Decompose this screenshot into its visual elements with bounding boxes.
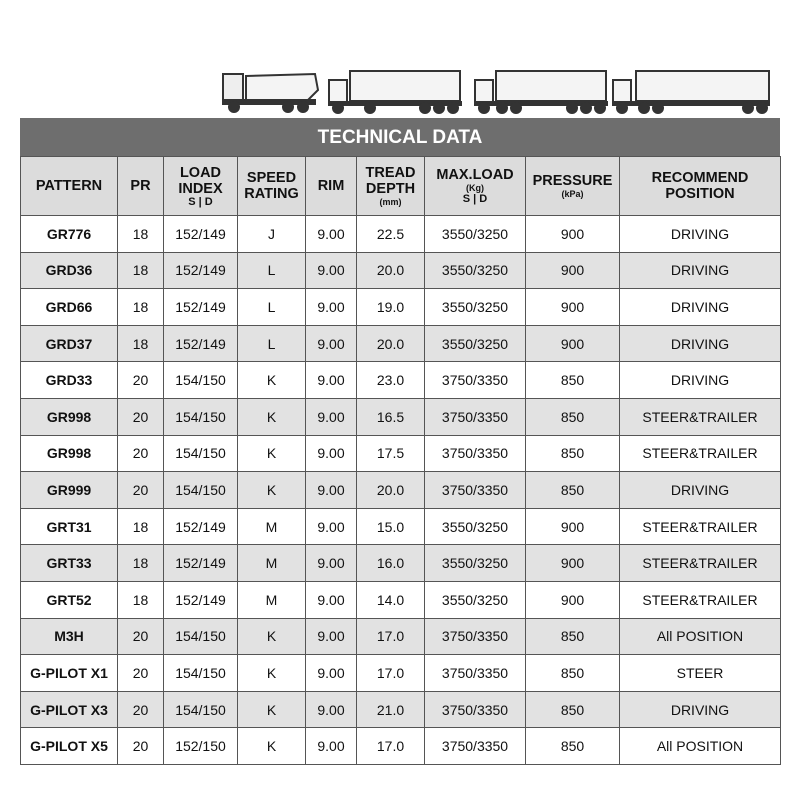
cell-pattern: GRD66 [21,289,118,326]
cell-speed-rating: K [238,655,306,692]
cell-pressure: 850 [526,398,620,435]
cell-tread-depth: 23.0 [357,362,425,399]
table-row [21,252,781,289]
cell-pattern: GR998 [21,398,118,435]
cell-position: STEER&TRAILER [620,398,781,435]
cell-pattern: M3H [21,618,118,655]
cell-pr: 18 [118,545,164,582]
cell-position: STEER&TRAILER [620,435,781,472]
cell-position: All POSITION [620,618,781,655]
cell-tread-depth: 20.0 [357,472,425,509]
cell-max-load: 3750/3350 [425,655,526,692]
cell-pattern: GRD37 [21,325,118,362]
cell-speed-rating: K [238,691,306,728]
cell-rim: 9.00 [306,398,357,435]
cell-speed-rating: K [238,618,306,655]
cell-pattern: G-PILOT X5 [21,728,118,765]
truck-illustrations [220,68,775,116]
cell-position: DRIVING [620,691,781,728]
cell-speed-rating: K [238,362,306,399]
cell-pressure: 900 [526,252,620,289]
cell-position: DRIVING [620,289,781,326]
cell-tread-depth: 17.5 [357,435,425,472]
truck-trailer-icon [475,71,607,105]
cell-pr: 18 [118,216,164,253]
cell-tread-depth: 14.0 [357,581,425,618]
cell-tread-depth: 17.0 [357,618,425,655]
cell-load-index: 154/150 [164,655,238,692]
cell-pattern: GRD33 [21,362,118,399]
cell-position: DRIVING [620,472,781,509]
cell-max-load: 3550/3250 [425,325,526,362]
cell-max-load: 3750/3350 [425,472,526,509]
cell-pattern: GRD36 [21,252,118,289]
cell-tread-depth: 19.0 [357,289,425,326]
table-row [21,581,781,618]
header-tread-depth: TREAD DEPTH (mm) [357,157,425,216]
cell-max-load: 3750/3350 [425,362,526,399]
cell-speed-rating: K [238,728,306,765]
cell-pattern: GRT52 [21,581,118,618]
table-row [21,728,781,765]
cell-rim: 9.00 [306,691,357,728]
header-max-load: MAX.LOAD (Kg) S | D [425,157,526,216]
table-row [21,325,781,362]
cell-pressure: 850 [526,472,620,509]
cell-tread-depth: 16.0 [357,545,425,582]
cell-load-index: 152/149 [164,289,238,326]
cell-speed-rating: L [238,325,306,362]
cell-speed-rating: L [238,289,306,326]
cell-rim: 9.00 [306,435,357,472]
cell-pressure: 900 [526,289,620,326]
cell-pr: 20 [118,435,164,472]
header-pattern: PATTERN [21,157,118,216]
cell-load-index: 152/149 [164,581,238,618]
table-title: TECHNICAL DATA [20,118,780,156]
cell-pattern: G-PILOT X3 [21,691,118,728]
cell-speed-rating: K [238,472,306,509]
cell-pr: 20 [118,398,164,435]
cell-pressure: 850 [526,728,620,765]
cell-position: STEER&TRAILER [620,508,781,545]
table-row [21,289,781,326]
cell-tread-depth: 22.5 [357,216,425,253]
cell-pressure: 850 [526,691,620,728]
table-row [21,216,781,253]
cell-max-load: 3750/3350 [425,435,526,472]
cell-rim: 9.00 [306,252,357,289]
cell-max-load: 3550/3250 [425,289,526,326]
cell-pressure: 850 [526,618,620,655]
header-row [21,157,781,216]
semi-truck-icon [613,71,769,105]
cell-pr: 18 [118,325,164,362]
cell-rim: 9.00 [306,362,357,399]
cell-pattern: GR998 [21,435,118,472]
table-row [21,362,781,399]
cell-tread-depth: 16.5 [357,398,425,435]
cell-max-load: 3750/3350 [425,728,526,765]
cell-position: DRIVING [620,252,781,289]
cell-speed-rating: K [238,435,306,472]
cell-load-index: 152/149 [164,508,238,545]
cell-pr: 18 [118,508,164,545]
header-rim: RIM [306,157,357,216]
cell-pressure: 850 [526,435,620,472]
cell-max-load: 3750/3350 [425,398,526,435]
table-row [21,545,781,582]
cell-rim: 9.00 [306,618,357,655]
cell-rim: 9.00 [306,325,357,362]
cell-rim: 9.00 [306,472,357,509]
cell-rim: 9.00 [306,545,357,582]
cell-load-index: 154/150 [164,691,238,728]
table-row [21,691,781,728]
cell-pattern: GRT33 [21,545,118,582]
cell-speed-rating: J [238,216,306,253]
cell-pressure: 900 [526,325,620,362]
cell-pattern: GR776 [21,216,118,253]
cell-pr: 20 [118,728,164,765]
cell-load-index: 154/150 [164,618,238,655]
table-row [21,618,781,655]
technical-data-table [20,156,781,765]
cell-rim: 9.00 [306,289,357,326]
cell-pr: 20 [118,472,164,509]
cell-pr: 20 [118,655,164,692]
cell-max-load: 3550/3250 [425,252,526,289]
cell-pr: 20 [118,691,164,728]
cell-load-index: 152/149 [164,325,238,362]
header-pressure: PRESSURE (kPa) [526,157,620,216]
cell-pr: 18 [118,252,164,289]
cell-speed-rating: M [238,581,306,618]
cell-pressure: 850 [526,362,620,399]
cell-tread-depth: 17.0 [357,728,425,765]
cell-pr: 18 [118,581,164,618]
cell-rim: 9.00 [306,581,357,618]
table-row [21,398,781,435]
cell-load-index: 152/149 [164,252,238,289]
cell-pr: 20 [118,362,164,399]
cell-tread-depth: 21.0 [357,691,425,728]
cell-load-index: 154/150 [164,362,238,399]
header-speed-rating: SPEED RATING [238,157,306,216]
cell-position: STEER&TRAILER [620,545,781,582]
cell-pattern: GR999 [21,472,118,509]
cell-max-load: 3750/3350 [425,618,526,655]
table-row [21,508,781,545]
cell-load-index: 154/150 [164,435,238,472]
table-row [21,655,781,692]
cell-rim: 9.00 [306,216,357,253]
cell-position: STEER&TRAILER [620,581,781,618]
dump-truck-icon [223,74,318,104]
table-row [21,435,781,472]
cell-pattern: G-PILOT X1 [21,655,118,692]
header-pr: PR [118,157,164,216]
header-load-index: LOAD INDEX S | D [164,157,238,216]
cell-max-load: 3550/3250 [425,216,526,253]
cell-speed-rating: M [238,508,306,545]
cell-position: STEER [620,655,781,692]
cell-pressure: 900 [526,581,620,618]
cell-tread-depth: 20.0 [357,252,425,289]
cell-load-index: 154/150 [164,398,238,435]
cell-tread-depth: 20.0 [357,325,425,362]
cell-max-load: 3550/3250 [425,508,526,545]
header-position: RECOMMEND POSITION [620,157,781,216]
truck-trailer-icon [329,71,461,105]
cell-tread-depth: 17.0 [357,655,425,692]
cell-max-load: 3750/3350 [425,691,526,728]
cell-pressure: 900 [526,216,620,253]
cell-max-load: 3550/3250 [425,545,526,582]
cell-load-index: 152/149 [164,545,238,582]
cell-tread-depth: 15.0 [357,508,425,545]
table-row [21,472,781,509]
cell-position: DRIVING [620,362,781,399]
cell-speed-rating: M [238,545,306,582]
cell-pattern: GRT31 [21,508,118,545]
cell-speed-rating: K [238,398,306,435]
cell-rim: 9.00 [306,655,357,692]
cell-load-index: 152/150 [164,728,238,765]
cell-pressure: 900 [526,545,620,582]
cell-load-index: 152/149 [164,216,238,253]
cell-speed-rating: L [238,252,306,289]
cell-position: All POSITION [620,728,781,765]
cell-pressure: 850 [526,655,620,692]
cell-rim: 9.00 [306,508,357,545]
cell-load-index: 154/150 [164,472,238,509]
cell-max-load: 3550/3250 [425,581,526,618]
cell-pr: 20 [118,618,164,655]
cell-position: DRIVING [620,216,781,253]
cell-pressure: 900 [526,508,620,545]
cell-rim: 9.00 [306,728,357,765]
cell-pr: 18 [118,289,164,326]
cell-position: DRIVING [620,325,781,362]
